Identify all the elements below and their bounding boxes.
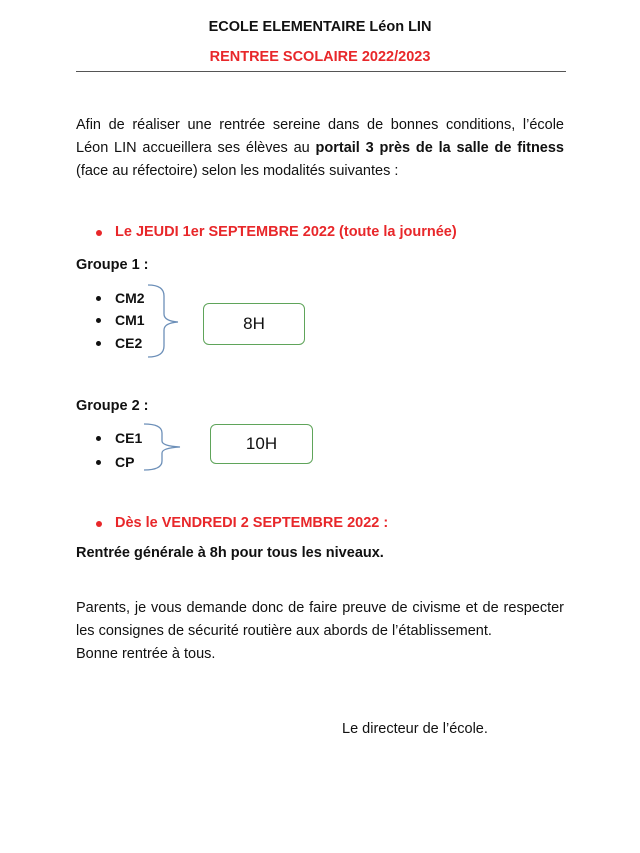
class-label: CM1 xyxy=(115,312,145,328)
bullet-icon xyxy=(96,460,101,465)
school-name: ECOLE ELEMENTAIRE Léon LIN xyxy=(208,19,432,35)
group1-brace-icon xyxy=(144,284,194,360)
intro-text-part2: (face au réfectoire) selon les modalités suivantes : xyxy=(76,163,399,179)
general-return-text: Rentrée générale à 8h pour tous les niveaux. xyxy=(76,545,384,561)
closing-text: Parents, je vous demande donc de faire preuve de civisme et de respecter les consignes de sécurité routière aux abords de l’établissement. xyxy=(76,600,564,639)
bullet-icon xyxy=(96,436,101,441)
header-divider xyxy=(76,71,566,72)
class-label: CP xyxy=(115,454,135,470)
school-year-title: RENTREE SCOLAIRE 2022/2023 xyxy=(209,49,431,65)
closing-paragraph xyxy=(76,597,564,666)
group1-time-box: 8H xyxy=(203,303,305,345)
group2-brace-icon xyxy=(140,423,192,473)
group2-label: Groupe 2 : xyxy=(76,398,149,414)
day2-heading-text: Dès le VENDREDI 2 SEPTEMBRE 2022 : xyxy=(115,515,389,531)
day1-heading-text: Le JEUDI 1er SEPTEMBRE 2022 (toute la journée) xyxy=(115,224,457,240)
class-label: CE1 xyxy=(115,430,143,446)
bullet-icon xyxy=(96,230,102,236)
group2-time-box: 10H xyxy=(210,424,313,464)
intro-text-part1: Afin de réaliser une rentrée sereine dans de bonnes conditions, l’école Léon LIN accueillera ses élèves au xyxy=(76,117,564,156)
closing-wish: Bonne rentrée à tous. xyxy=(76,646,216,662)
intro-text-bold: portail 3 près de la salle de fitness xyxy=(315,140,564,156)
bullet-icon xyxy=(96,341,101,346)
intro-paragraph xyxy=(76,114,564,183)
bullet-icon xyxy=(96,318,101,323)
class-label: CE2 xyxy=(115,335,143,351)
bullet-icon xyxy=(96,296,101,301)
class-label: CM2 xyxy=(115,290,145,306)
signature: Le directeur de l’école. xyxy=(342,721,488,737)
group1-label: Groupe 1 : xyxy=(76,257,149,273)
bullet-icon xyxy=(96,521,102,527)
